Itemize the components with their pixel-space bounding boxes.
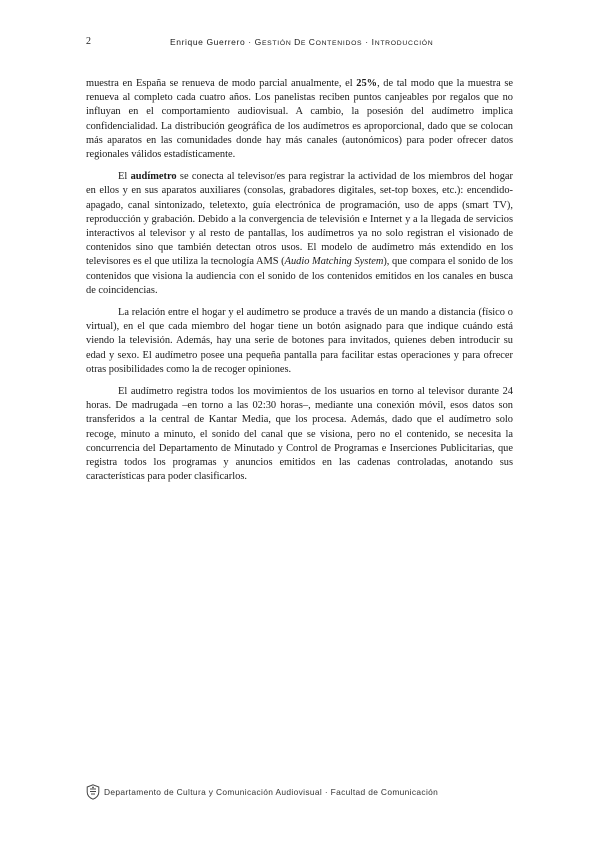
footer-text: Departamento de Cultura y Comunicación Audiovisual · Facultad de Comunicación	[104, 787, 439, 797]
paragraph-1-bold-percent: 25%	[356, 78, 378, 89]
paragraph-4: El audímetro registra todos los movimientos de los usuarios en torno al televisor durante 24 horas. De madrugada –en torno a las 02:30 horas–, mediante una conexión móvil, esos datos son transferidos a la central de Kantar Media, que los procesa. Además, dado que el audímetro solo recoge, minuto a minuto, el sonido del canal que se visiona, pero no el contenido, se necesita la concurrencia del Departamento de Minutado y Control de Programas e Inserciones Publicitarias, que registra todos los programas y anuncios emitidos en las cadenas controladas, anotando sus características para poder clasificarlos.	[86, 386, 513, 483]
page-footer	[86, 784, 516, 804]
paragraph-2-text-e: ), que compara el sonido de los contenidos que visiona la audiencia con el sonido de los contenidos emitidos en los canales en busca de coincidencias.	[86, 256, 513, 296]
header-separator-1: ·	[245, 37, 255, 47]
paragraph-2-text-c: se conecta al televisor/es para registrar la actividad de los miembros del hogar en ellos y en sus aparatos auxiliares (consolas, grabadores digitales, set-top boxes, etc.): encendido-apagado, canal sintonizado, teletexto, guía electrónica de programación, uso de apps (smart TV), reproducción y grabación. Debido a la convergencia de televisión e Internet y a la llegada de servicios interactivos al televisor y al resto de pantallas, los audímetros ya no solo registran el visionado de contenidos sino que también detectan otros usos. El modelo de audímetro más extendido en los televisores es el que utiliza la tecnología AMS (	[86, 171, 513, 268]
header-separator-2: ·	[362, 37, 372, 47]
paragraph-2-text-a: El	[118, 171, 131, 183]
paragraph-1-text-c: , de tal modo que la muestra se renueva al completo cada cuatro años. Los panelistas reciben puntos canjeables por regalos que no influyan en el comportamiento audiovisual. A cambio, la posesión del audímetro implica confidencialidad. La distribución geográfica de los audímetros es aproporcional, dado que se colocan más aparatos en las comunidades donde hay más canales (autonómicos) para poder ofrecer datos regionales válidos estadísticamente.	[86, 78, 513, 161]
paragraph-2	[86, 170, 513, 298]
body-text	[86, 77, 513, 492]
page-number: 2	[86, 36, 91, 47]
header-author: Enrique Guerrero	[170, 37, 246, 47]
paragraph-3: La relación entre el hogar y el audímetro se produce a través de un mando a distancia (físico o virtual), en el que cada miembro del hogar tiene un botón asignado para que indique cuándo está viendo la televisión. Además, hay una serie de botones para invitados, quienes deben introducir su edad y sexo. El audímetro posee una pequeña pantalla para facilitar estas operaciones y para ofrecer otras posibilidades como la de recoger opiniones.	[86, 307, 513, 375]
paragraph-2-italic-term: Audio Matching System	[284, 256, 384, 268]
running-title	[170, 37, 433, 47]
header-chapter: INTRODUCCIÓN	[371, 37, 434, 47]
paragraph-1-text-a: muestra en España se renueva de modo parcial anualmente, el	[86, 78, 357, 89]
header-section: GESTIÓN DE CONTENIDOS	[254, 37, 363, 47]
paragraph-1	[86, 77, 513, 162]
page-header	[86, 36, 516, 50]
paragraph-2-bold-term: audímetro	[130, 171, 177, 183]
university-seal-icon	[86, 784, 100, 800]
